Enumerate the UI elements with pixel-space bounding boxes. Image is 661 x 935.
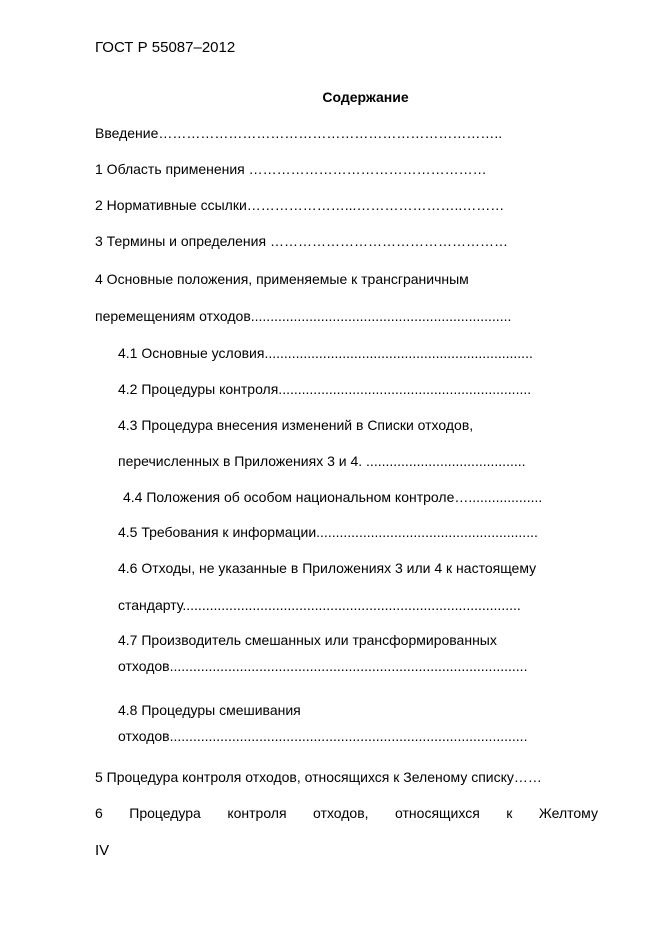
toc-entry-4-8: 4.8 Процедуры смешивания [118, 702, 301, 718]
toc-entry-4-8-cont: отходов............................................................................................ [118, 728, 528, 744]
toc-entry-6-word: к [506, 805, 513, 821]
toc-entry-6-word: 6 [95, 805, 103, 821]
toc-entry-6-word: контроля [227, 805, 287, 821]
toc-entry-4-7-cont: отходов............................................................................................ [118, 658, 528, 674]
toc-entry-6-word: Желтому [538, 805, 598, 821]
standard-number: ГОСТ Р 55087–2012 [95, 39, 236, 56]
toc-entry-4-4: 4.4 Положения об особом национальном контроле…................... [123, 489, 543, 505]
toc-entry-6-word: отходов, [313, 805, 369, 821]
toc-entry-6-word: относящихся [395, 805, 480, 821]
toc-entry-1: 1 Область применения …………………………………………… [95, 161, 487, 177]
toc-entry-introduction: Введение……………………………………………………………….. [95, 125, 503, 141]
toc-entry-3: 3 Термины и определения …………………………………………… [95, 233, 508, 249]
page-number: IV [95, 842, 110, 859]
toc-entry-2: 2 Нормативные ссылки…………………...…………………..……… [95, 197, 505, 213]
toc-entry-4-5: 4.5 Требования к информации......................................................... [118, 524, 538, 540]
toc-entry-6 [95, 804, 598, 822]
toc-entry-4-6-cont: стандарту....................................................................................... [118, 597, 521, 613]
toc-entry-4-6: 4.6 Отходы, не указанные в Приложениях 3 или 4 к настоящему [118, 560, 537, 576]
toc-entry-4-3-cont: перечисленных в Приложениях 3 и 4. ......................................... [118, 453, 526, 469]
toc-title: Содержание [322, 89, 409, 105]
toc-entry-4-cont: перемещениям отходов................................................................... [95, 308, 512, 324]
toc-entry-6-word: Процедура [129, 805, 201, 821]
toc-entry-4-2: 4.2 Процедуры контроля................................................................. [118, 381, 532, 397]
toc-entry-4-7: 4.7 Производитель смешанных или трансформированных [118, 632, 497, 648]
toc-entry-4-3: 4.3 Процедура внесения изменений в Списки отходов, [118, 417, 474, 433]
toc-entry-4: 4 Основные положения, применяемые к трансграничным [95, 271, 469, 287]
toc-entry-4-1: 4.1 Основные условия..................................................................... [118, 345, 533, 361]
toc-entry-5: 5 Процедура контроля отходов, относящихся к Зеленому списку…… [95, 769, 542, 785]
